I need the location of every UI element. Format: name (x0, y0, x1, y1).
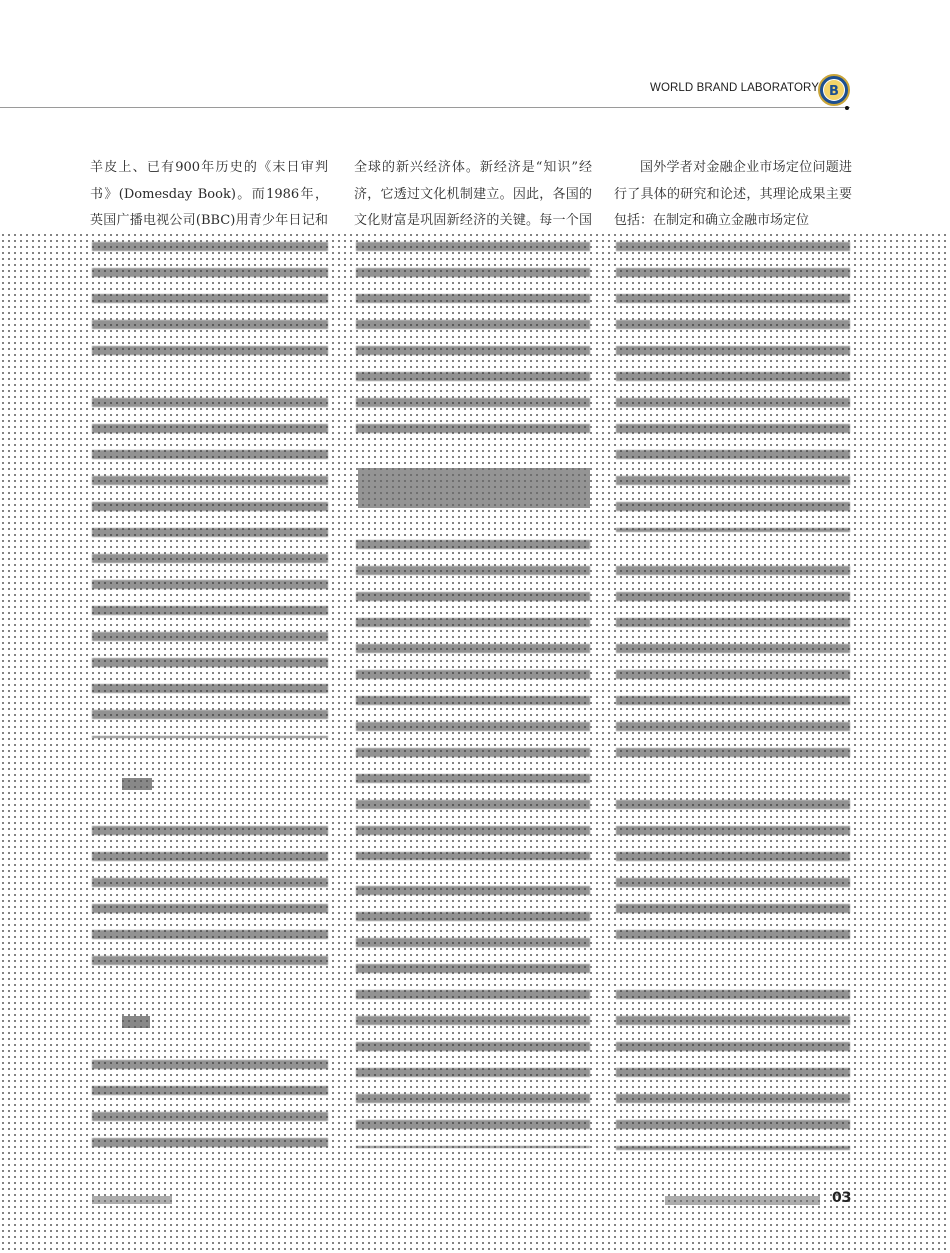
obscured-text-block (616, 990, 850, 1150)
logo-letter: B (829, 84, 839, 99)
obscured-text-block (92, 1060, 328, 1150)
brand-dot (845, 106, 849, 110)
obscured-text-block (92, 398, 328, 738)
footer-right-text (665, 1196, 820, 1205)
column-2-paragraph: 全球的新兴经济体。新经济是“知识”经济，它透过文化机制建立。因此，各国的文化财富是巩固新经济的关键。每一个国 (354, 160, 592, 228)
obscured-text-block (356, 886, 590, 1148)
footer-left-text (92, 1196, 172, 1204)
obscured-text-block (92, 826, 328, 976)
brand-logo-icon (818, 74, 850, 106)
obscured-heading (358, 468, 590, 508)
obscured-text-block (356, 540, 590, 860)
obscured-text-block (616, 242, 850, 532)
brand-name: WORLD BRAND LABORATORY (650, 82, 819, 94)
obscured-heading (122, 778, 152, 790)
obscured-text-block (616, 800, 850, 950)
header-rule (0, 107, 850, 108)
article-column-3 (614, 155, 852, 235)
column-3-paragraph: 国外学者对金融企业市场定位问题进行了具体的研究和论述，其理论成果主要包括：在制定和确立金融市场定位 (614, 160, 852, 228)
obscured-heading (122, 1016, 150, 1028)
page-number: 03 (832, 1190, 852, 1206)
column-1-paragraph: 羊皮上、已有900年历史的《末日审判书》(Domesday Book)。而1986年，英国广播电视公司(BBC)用青少年日记和 (90, 160, 328, 228)
obscured-text-block (92, 242, 328, 362)
obscured-text-block (356, 242, 590, 442)
obscured-text-block (616, 566, 850, 766)
